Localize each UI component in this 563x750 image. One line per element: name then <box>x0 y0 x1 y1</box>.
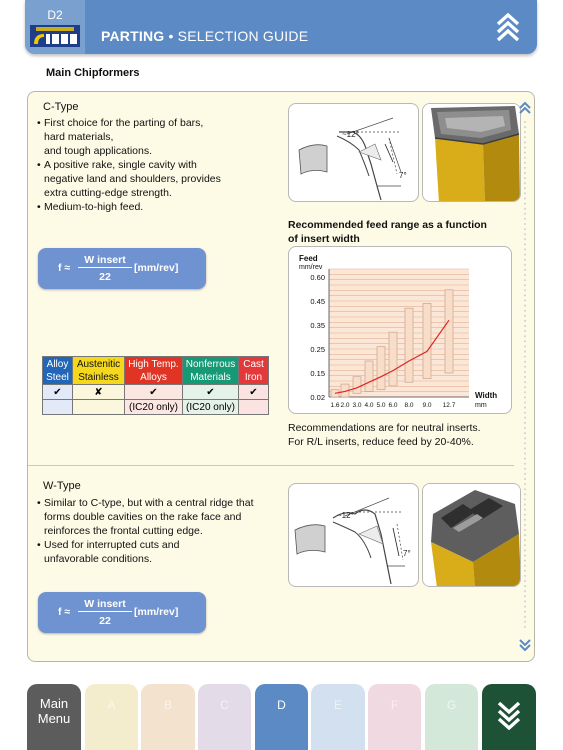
clearance-angle-label: 7° <box>403 549 411 558</box>
y-tick-label: 0.60 <box>310 273 325 282</box>
scroll-dot <box>524 555 526 557</box>
formula-denominator: 22 <box>99 271 111 283</box>
scrollbar-track[interactable] <box>520 120 530 632</box>
material-header-austenitic: Austenitic Stainless <box>73 357 125 385</box>
scroll-dot <box>524 177 526 179</box>
ctype-bullets <box>37 116 287 214</box>
scroll-dot <box>524 371 526 373</box>
iscar-logo <box>30 25 80 47</box>
formula-unit: [mm/rev] <box>134 262 179 274</box>
y-tick-label: 0.15 <box>310 369 325 378</box>
feed-range-bar <box>389 332 397 386</box>
scroll-dot <box>524 126 526 128</box>
x-axis-unit: mm <box>475 402 487 409</box>
scroll-dot <box>524 223 526 225</box>
scroll-dot <box>524 167 526 169</box>
scroll-dot <box>524 162 526 164</box>
y-tick-label: 0.45 <box>310 297 325 306</box>
scroll-dot <box>524 514 526 516</box>
ctype-title: C-Type <box>43 101 79 113</box>
formula-numerator: W insert <box>78 254 132 268</box>
scroll-dot <box>524 504 526 506</box>
scroll-dot <box>524 203 526 205</box>
header-bar <box>25 0 537 54</box>
x-tick-label: 12.7 <box>442 402 456 409</box>
scroll-dot <box>524 626 526 628</box>
scroll-dot <box>524 345 526 347</box>
scroll-dot <box>524 590 526 592</box>
scroll-dot <box>524 524 526 526</box>
scroll-dot <box>524 238 526 240</box>
x-tick-label: 9.0 <box>422 402 432 409</box>
scroll-dot <box>524 606 526 608</box>
wtype-insert-photo <box>422 483 521 587</box>
scroll-dot <box>524 381 526 383</box>
ctype-insert-photo <box>422 103 521 202</box>
y-tick-label: 0.25 <box>310 345 325 354</box>
scroll-dot <box>524 228 526 230</box>
ctype-feed-formula <box>38 248 206 289</box>
section-title: Main Chipformers <box>46 67 140 79</box>
scroll-dot <box>524 264 526 266</box>
ctype-bullet-2: • A positive rake, single cavity with negative land and shoulders, provides extra cutting-edge strength. <box>37 158 287 200</box>
mark-austenitic: ✘ <box>73 385 125 400</box>
feed-range-bar <box>405 308 413 382</box>
tab-b[interactable]: B <box>141 684 195 750</box>
material-table <box>42 356 269 415</box>
feed-chart <box>288 246 512 414</box>
wtype-bullets <box>37 496 287 566</box>
scroll-dot <box>524 412 526 414</box>
tab-d[interactable]: D <box>255 684 308 750</box>
scroll-dot <box>524 254 526 256</box>
scroll-dot <box>524 315 526 317</box>
tab-g[interactable]: G <box>425 684 478 750</box>
note-nonferrous: (IC20 only) <box>183 400 239 415</box>
scroll-dot <box>524 233 526 235</box>
scroll-dot <box>524 141 526 143</box>
ctype-bullet-3: • Medium-to-high feed. <box>37 200 287 214</box>
scroll-dot <box>524 453 526 455</box>
scroll-dot <box>524 136 526 138</box>
note-austenitic <box>73 400 125 415</box>
x-axis-title: Width <box>475 391 498 400</box>
scroll-dot <box>524 595 526 597</box>
scroll-dot <box>524 539 526 541</box>
x-tick-label: 6.0 <box>388 402 398 409</box>
mark-alloy-steel: ✔ <box>43 385 73 400</box>
material-header-cast-iron: Cast Iron <box>239 357 269 385</box>
scroll-dot <box>524 325 526 327</box>
insert-photo <box>423 484 521 587</box>
material-header-nonferrous: Nonferrous Materials <box>183 357 239 385</box>
material-mark-row <box>43 385 269 400</box>
scroll-dot <box>524 391 526 393</box>
tab-next[interactable] <box>482 684 536 750</box>
scroll-dot <box>524 147 526 149</box>
tab-f[interactable]: F <box>368 684 421 750</box>
scroll-dot <box>524 473 526 475</box>
scroll-dot <box>524 152 526 154</box>
scroll-dot <box>524 565 526 567</box>
x-tick-label: 8.0 <box>404 402 414 409</box>
formula-numerator: W insert <box>78 598 132 612</box>
insert-photo <box>423 104 521 202</box>
scroll-dot <box>524 157 526 159</box>
scroll-dot <box>524 269 526 271</box>
scroll-dot <box>524 437 526 439</box>
chart-note-2: For R/L inserts, reduce feed by 20-40%. <box>288 436 474 448</box>
wtype-feed-formula <box>38 592 206 633</box>
scroll-dot <box>524 427 526 429</box>
insert-profile-drawing <box>289 484 420 588</box>
material-header-row <box>43 357 269 385</box>
scroll-dot <box>524 386 526 388</box>
x-tick-label: 3.0 <box>352 402 362 409</box>
scroll-dot <box>524 447 526 449</box>
scroll-dot <box>524 208 526 210</box>
scroll-dot <box>524 356 526 358</box>
scroll-dot <box>524 575 526 577</box>
scroll-dot <box>524 488 526 490</box>
scroll-dot <box>524 274 526 276</box>
scroll-dot <box>524 519 526 521</box>
scroll-dot <box>524 351 526 353</box>
scroll-dot <box>524 570 526 572</box>
scroll-dot <box>524 376 526 378</box>
chevron-up-icon[interactable] <box>495 12 521 42</box>
x-tick-label: 1.6 <box>330 402 340 409</box>
scroll-dot <box>524 463 526 465</box>
x-tick-label: 4.0 <box>364 402 374 409</box>
scroll-dot <box>524 182 526 184</box>
scroll-dot <box>524 458 526 460</box>
x-tick-label: 2.0 <box>340 402 350 409</box>
x-tick-label: 5.0 <box>376 402 386 409</box>
y-axis-unit: mm/rev <box>299 264 323 271</box>
formula-denominator: 22 <box>99 615 111 627</box>
scroll-dot <box>524 468 526 470</box>
y-tick-label: 0.35 <box>310 321 325 330</box>
scroll-dot <box>524 417 526 419</box>
scroll-dot <box>524 320 526 322</box>
section-divider <box>28 465 514 466</box>
scroll-dot <box>524 402 526 404</box>
scroll-dot <box>524 218 526 220</box>
feed-chart-svg <box>289 247 513 415</box>
scroll-dot <box>524 172 526 174</box>
feed-range-bar <box>353 377 361 394</box>
page-code: D2 <box>47 8 63 22</box>
scroll-dot <box>524 534 526 536</box>
scroll-dot <box>524 432 526 434</box>
ctype-bullet-1: • First choice for the parting of bars, hard materials, and tough applications. <box>37 116 287 158</box>
scroll-down-icon[interactable] <box>519 636 531 652</box>
material-note-row <box>43 400 269 415</box>
scroll-dot <box>524 498 526 500</box>
scroll-dot <box>524 611 526 613</box>
chart-caption: Recommended feed range as a function of insert width <box>288 219 487 245</box>
wtype-bullet-1: • Similar to C-type, but with a central ridge that forms double cavities on the rake face and reinforces the frontal cutting edge. <box>37 496 287 538</box>
scroll-dot <box>524 366 526 368</box>
formula-prefix: f ≈ <box>58 606 71 618</box>
scroll-dot <box>524 279 526 281</box>
scroll-dot <box>524 310 526 312</box>
material-header-high-temp: High Temp. Alloys <box>125 357 183 385</box>
formula-prefix: f ≈ <box>58 262 71 274</box>
scroll-dot <box>524 289 526 291</box>
scroll-dot <box>524 131 526 133</box>
scroll-dot <box>524 330 526 332</box>
tab-e[interactable]: E <box>311 684 365 750</box>
chart-note-1: Recommendations are for neutral inserts. <box>288 422 481 434</box>
scroll-dot <box>524 407 526 409</box>
scroll-dot <box>524 442 526 444</box>
mark-high-temp: ✔ <box>125 385 183 400</box>
wtype-title: W-Type <box>43 480 81 492</box>
mark-nonferrous: ✔ <box>183 385 239 400</box>
tab-main-menu[interactable]: Main Menu <box>27 684 81 750</box>
header-logo-area <box>25 0 85 54</box>
chevron-down-icon <box>496 700 522 730</box>
scroll-dot <box>524 192 526 194</box>
wtype-bullet-2: • Used for interrupted cuts and unfavorable conditions. <box>37 538 287 566</box>
scroll-dot <box>524 121 526 123</box>
feed-range-bar <box>377 347 385 390</box>
scroll-dot <box>524 616 526 618</box>
rake-angle-label: ~12° <box>342 130 359 139</box>
mark-cast-iron: ✔ <box>239 385 269 400</box>
scroll-dot <box>524 340 526 342</box>
feed-range-bar <box>445 290 453 373</box>
scroll-dot <box>524 187 526 189</box>
tab-c[interactable]: C <box>198 684 251 750</box>
scroll-dot <box>524 509 526 511</box>
tab-a[interactable]: A <box>85 684 138 750</box>
header-title: PARTING • SELECTION GUIDE <box>101 28 309 44</box>
scroll-dot <box>524 335 526 337</box>
scroll-dot <box>524 213 526 215</box>
formula-unit: [mm/rev] <box>134 606 179 618</box>
feed-range-bar <box>365 361 373 391</box>
note-alloy-steel <box>43 400 73 415</box>
ctype-geometry-drawing <box>288 103 419 202</box>
scroll-dot <box>524 300 526 302</box>
scroll-dot <box>524 580 526 582</box>
scroll-dot <box>524 361 526 363</box>
clearance-angle-label: 7° <box>399 171 407 180</box>
note-high-temp: (IC20 only) <box>125 400 183 415</box>
feed-range-bar <box>423 303 431 378</box>
scroll-dot <box>524 243 526 245</box>
scroll-dot <box>524 549 526 551</box>
scroll-dot <box>524 544 526 546</box>
scroll-dot <box>524 284 526 286</box>
scroll-dot <box>524 396 526 398</box>
scroll-dot <box>524 422 526 424</box>
material-header-alloy-steel: Alloy Steel <box>43 357 73 385</box>
note-cast-iron <box>239 400 269 415</box>
insert-profile-drawing <box>289 104 420 203</box>
scroll-dot <box>524 249 526 251</box>
scroll-dot <box>524 493 526 495</box>
scroll-dot <box>524 585 526 587</box>
scroll-dot <box>524 305 526 307</box>
y-axis-title: Feed <box>299 254 318 263</box>
scroll-dot <box>524 560 526 562</box>
rake-angle-label: ~12° <box>337 511 354 520</box>
scroll-dot <box>524 483 526 485</box>
scroll-dot <box>524 529 526 531</box>
scroll-dot <box>524 621 526 623</box>
scroll-up-icon[interactable] <box>519 101 531 117</box>
scroll-dot <box>524 259 526 261</box>
y-tick-label: 0.02 <box>310 393 325 402</box>
scroll-dot <box>524 478 526 480</box>
scroll-dot <box>524 294 526 296</box>
scroll-dot <box>524 600 526 602</box>
scroll-dot <box>524 198 526 200</box>
wtype-geometry-drawing <box>288 483 419 587</box>
